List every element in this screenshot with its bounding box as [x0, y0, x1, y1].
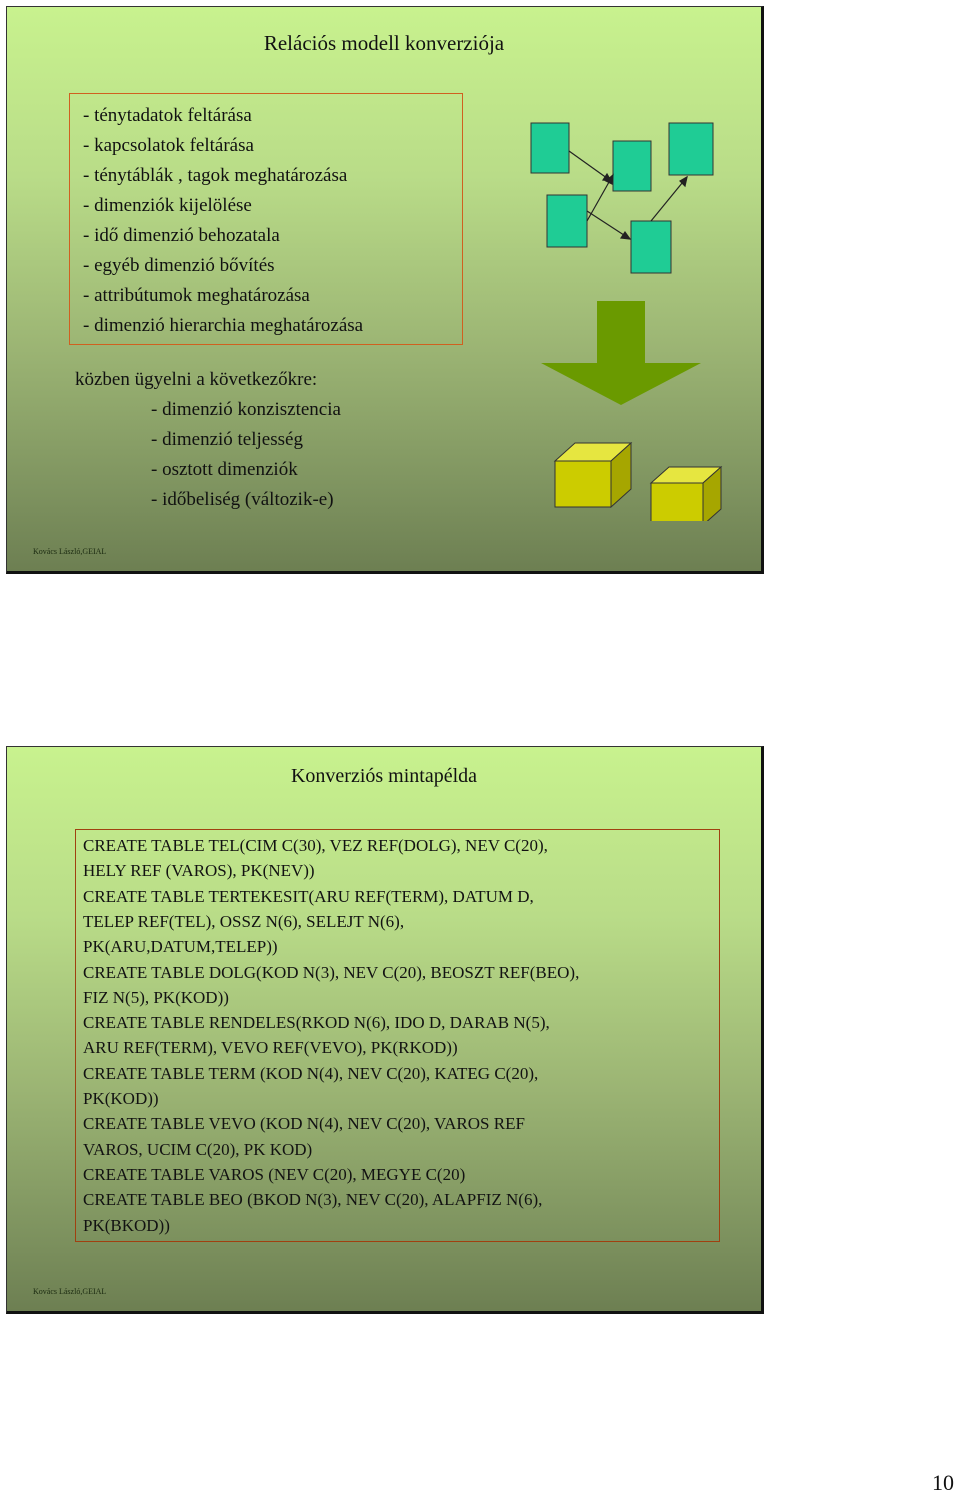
code-line: CREATE TABLE TEL(CIM C(30), VEZ REF(DOLG), NEV C(20), — [83, 836, 548, 855]
slide-conversion-example — [6, 746, 764, 1314]
note-item: - dimenzió konzisztencia — [151, 399, 341, 420]
slide-footer: Kovács László,GEIAL — [33, 1287, 107, 1296]
step-item: - ténytadatok feltárása — [83, 105, 252, 126]
step-item: - idő dimenzió behozatala — [83, 225, 280, 246]
code-line: FIZ N(5), PK(KOD)) — [83, 987, 229, 1007]
code-line: CREATE TABLE TERM (KOD N(4), NEV C(20), KATEG C(20), — [83, 1063, 539, 1083]
relation-arrow — [651, 177, 687, 221]
code-line: PK(KOD)) — [83, 1089, 159, 1108]
conversion-diagram — [527, 111, 757, 521]
slide-footer: Kovács László,GEIAL — [33, 547, 107, 556]
table-box-icon — [547, 195, 587, 247]
code-line: CREATE TABLE VAROS (NEV C(20), MEGYE C(20) — [83, 1164, 466, 1184]
slide-title: Konverziós mintapélda — [290, 765, 478, 787]
code-line: HELY REF (VAROS), PK(NEV)) — [83, 861, 315, 881]
cube-icon — [555, 443, 631, 507]
relational-tables-group — [531, 123, 713, 273]
table-box-icon — [631, 221, 671, 273]
slide-relational-conversion — [6, 6, 764, 574]
code-line: CREATE TABLE VEVO (KOD N(4), NEV C(20), VAROS REF — [83, 1114, 525, 1134]
table-box-icon — [613, 141, 651, 191]
down-arrow-icon — [541, 301, 701, 405]
step-item: - attribútumok meghatározása — [83, 285, 310, 306]
slide-title: Relációs modell konverziója — [263, 31, 505, 55]
code-line: PK(ARU,DATUM,TELEP)) — [83, 937, 278, 957]
table-box-icon — [531, 123, 569, 173]
table-box-icon — [669, 123, 713, 175]
step-item: - dimenziók kijelölése — [83, 195, 252, 216]
code-line: PK(BKOD)) — [83, 1215, 170, 1235]
code-line: TELEP REF(TEL), OSSZ N(6), SELEJT N(6), — [83, 911, 405, 931]
cube-icon — [651, 467, 721, 521]
code-line: CREATE TABLE DOLG(KOD N(3), NEV C(20), BEOSZT REF(BEO), — [83, 962, 580, 982]
note-item: - időbeliség (változik-e) — [151, 489, 334, 510]
note-heading: közben ügyelni a következőkre: — [75, 369, 318, 390]
code-line: CREATE TABLE RENDELES(RKOD N(6), IDO D, DARAB N(5), — [83, 1013, 550, 1033]
code-line: VAROS, UCIM C(20), PK KOD) — [83, 1139, 313, 1159]
note-item: - osztott dimenziók — [151, 459, 298, 480]
step-item: - ténytáblák , tagok meghatározása — [83, 165, 348, 186]
step-item: - dimenzió hierarchia meghatározása — [83, 315, 364, 336]
note-item: - dimenzió teljesség — [151, 429, 303, 450]
step-item: - kapcsolatok feltárása — [83, 135, 254, 156]
code-line: CREATE TABLE TERTEKESIT(ARU REF(TERM), DATUM D, — [83, 886, 534, 906]
code-line: CREATE TABLE BEO (BKOD N(3), NEV C(20), ALAPFIZ N(6), — [83, 1190, 543, 1210]
page-number: 10 — [932, 1470, 954, 1495]
step-item: - egyéb dimenzió bővítés — [83, 255, 275, 276]
code-line: ARU REF(TERM), VEVO REF(VEVO), PK(RKOD)) — [83, 1038, 458, 1058]
